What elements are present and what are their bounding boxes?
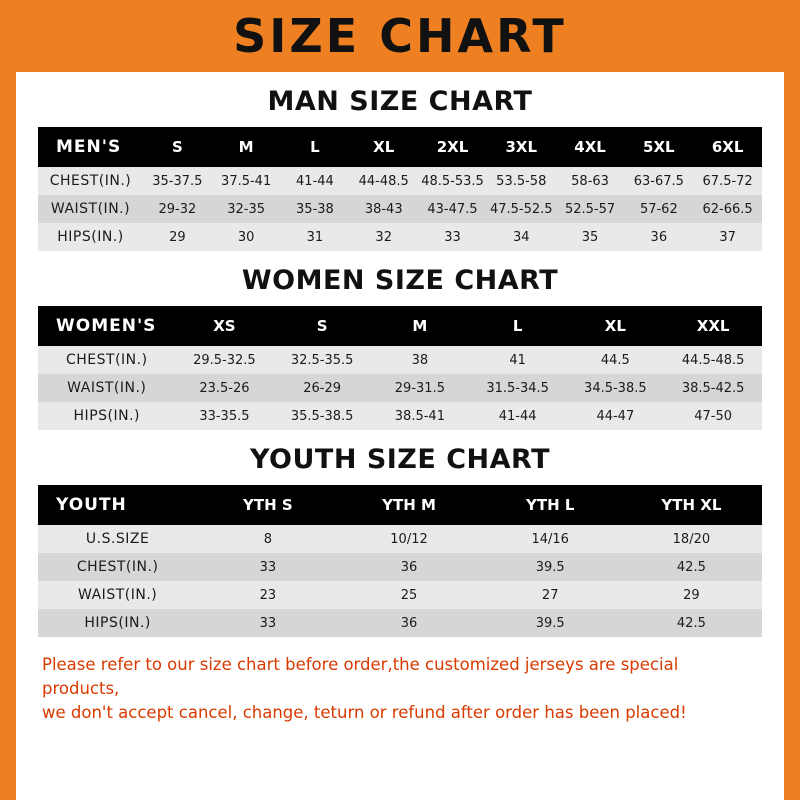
youth-chest-3: 42.5	[621, 553, 762, 581]
youth-size-table	[38, 485, 762, 637]
men-waist-3: 38-43	[349, 195, 418, 223]
women-hips-4: 44-47	[566, 402, 664, 430]
women-col-0: XS	[176, 306, 274, 346]
youth-col-3: YTH XL	[621, 485, 762, 525]
table-row	[38, 195, 762, 223]
men-col-2: L	[281, 127, 350, 167]
footer-line-1: Please refer to our size chart before order,the customized jerseys are special products,	[42, 655, 679, 698]
youth-row-label-ussize: U.S.SIZE	[38, 525, 197, 553]
youth-ussize-1: 10/12	[338, 525, 479, 553]
page-title: SIZE CHART	[233, 9, 567, 63]
table-row	[38, 223, 762, 251]
men-chest-7: 63-67.5	[624, 167, 693, 195]
men-hips-1: 30	[212, 223, 281, 251]
table-header-row	[38, 127, 762, 167]
women-hips-1: 35.5-38.5	[273, 402, 371, 430]
youth-waist-2: 27	[480, 581, 621, 609]
women-row-label-waist: WAIST(IN.)	[38, 374, 176, 402]
youth-row-label-chest: CHEST(IN.)	[38, 553, 197, 581]
women-col-5: XXL	[664, 306, 762, 346]
women-row-label-chest: CHEST(IN.)	[38, 346, 176, 374]
men-size-table	[38, 127, 762, 251]
women-chest-2: 38	[371, 346, 469, 374]
women-chest-1: 32.5-35.5	[273, 346, 371, 374]
section-title-youth: YOUTH SIZE CHART	[249, 444, 551, 475]
women-size-table	[38, 306, 762, 430]
youth-hips-3: 42.5	[621, 609, 762, 637]
table-row	[38, 581, 762, 609]
women-waist-1: 26-29	[273, 374, 371, 402]
men-waist-7: 57-62	[624, 195, 693, 223]
table-row	[38, 609, 762, 637]
youth-waist-0: 23	[197, 581, 338, 609]
women-chest-3: 41	[469, 346, 567, 374]
men-col-1: M	[212, 127, 281, 167]
youth-ussize-3: 18/20	[621, 525, 762, 553]
table-header-row	[38, 306, 762, 346]
youth-chest-0: 33	[197, 553, 338, 581]
women-waist-0: 23.5-26	[176, 374, 274, 402]
men-hips-4: 33	[418, 223, 487, 251]
table-row	[38, 167, 762, 195]
header-banner	[0, 0, 800, 72]
women-waist-3: 31.5-34.5	[469, 374, 567, 402]
men-hips-7: 36	[624, 223, 693, 251]
men-col-8: 6XL	[693, 127, 762, 167]
youth-hips-0: 33	[197, 609, 338, 637]
men-col-6: 4XL	[556, 127, 625, 167]
youth-col-0: YTH S	[197, 485, 338, 525]
men-col-0: S	[143, 127, 212, 167]
men-hips-3: 32	[349, 223, 418, 251]
men-col-4: 2XL	[418, 127, 487, 167]
men-waist-1: 32-35	[212, 195, 281, 223]
women-hips-0: 33-35.5	[176, 402, 274, 430]
youth-row-label-waist: WAIST(IN.)	[38, 581, 197, 609]
men-waist-4: 43-47.5	[418, 195, 487, 223]
women-chest-5: 44.5-48.5	[664, 346, 762, 374]
women-col-3: L	[469, 306, 567, 346]
men-chest-0: 35-37.5	[143, 167, 212, 195]
men-chest-3: 44-48.5	[349, 167, 418, 195]
women-col-1: S	[273, 306, 371, 346]
youth-col-2: YTH L	[480, 485, 621, 525]
men-col-3: XL	[349, 127, 418, 167]
section-title-women: WOMEN SIZE CHART	[241, 265, 559, 296]
men-chest-1: 37.5-41	[212, 167, 281, 195]
footer-line-2: we don't accept cancel, change, teturn or refund after order has been placed!	[42, 702, 687, 722]
men-waist-2: 35-38	[281, 195, 350, 223]
men-col-7: 5XL	[624, 127, 693, 167]
men-waist-5: 47.5-52.5	[487, 195, 556, 223]
women-hips-2: 38.5-41	[371, 402, 469, 430]
table-header-row	[38, 485, 762, 525]
women-col-4: XL	[566, 306, 664, 346]
youth-ussize-0: 8	[197, 525, 338, 553]
men-chest-5: 53.5-58	[487, 167, 556, 195]
men-hips-8: 37	[693, 223, 762, 251]
youth-row-header-label: YOUTH	[38, 485, 197, 525]
footer-disclaimer	[42, 653, 758, 725]
table-row	[38, 525, 762, 553]
youth-col-1: YTH M	[338, 485, 479, 525]
men-row-header-label: MEN'S	[38, 127, 143, 167]
youth-waist-1: 25	[338, 581, 479, 609]
men-row-label-chest: CHEST(IN.)	[38, 167, 143, 195]
youth-chest-2: 39.5	[480, 553, 621, 581]
table-row	[38, 346, 762, 374]
men-hips-0: 29	[143, 223, 212, 251]
section-title-man: MAN SIZE CHART	[267, 86, 533, 117]
men-hips-2: 31	[281, 223, 350, 251]
youth-hips-2: 39.5	[480, 609, 621, 637]
youth-row-label-hips: HIPS(IN.)	[38, 609, 197, 637]
women-hips-3: 41-44	[469, 402, 567, 430]
chart-content	[16, 86, 784, 725]
women-waist-2: 29-31.5	[371, 374, 469, 402]
women-chest-0: 29.5-32.5	[176, 346, 274, 374]
men-chest-6: 58-63	[556, 167, 625, 195]
youth-ussize-2: 14/16	[480, 525, 621, 553]
men-chest-4: 48.5-53.5	[418, 167, 487, 195]
table-row	[38, 553, 762, 581]
youth-chest-1: 36	[338, 553, 479, 581]
men-row-label-waist: WAIST(IN.)	[38, 195, 143, 223]
men-chest-8: 67.5-72	[693, 167, 762, 195]
women-row-header-label: WOMEN'S	[38, 306, 176, 346]
men-hips-5: 34	[487, 223, 556, 251]
youth-waist-3: 29	[621, 581, 762, 609]
men-col-5: 3XL	[487, 127, 556, 167]
women-row-label-hips: HIPS(IN.)	[38, 402, 176, 430]
women-col-2: M	[371, 306, 469, 346]
youth-hips-1: 36	[338, 609, 479, 637]
men-waist-6: 52.5-57	[556, 195, 625, 223]
table-row	[38, 374, 762, 402]
men-chest-2: 41-44	[281, 167, 350, 195]
women-waist-5: 38.5-42.5	[664, 374, 762, 402]
women-waist-4: 34.5-38.5	[566, 374, 664, 402]
women-hips-5: 47-50	[664, 402, 762, 430]
table-row	[38, 402, 762, 430]
men-hips-6: 35	[556, 223, 625, 251]
men-waist-8: 62-66.5	[693, 195, 762, 223]
men-waist-0: 29-32	[143, 195, 212, 223]
men-row-label-hips: HIPS(IN.)	[38, 223, 143, 251]
women-chest-4: 44.5	[566, 346, 664, 374]
